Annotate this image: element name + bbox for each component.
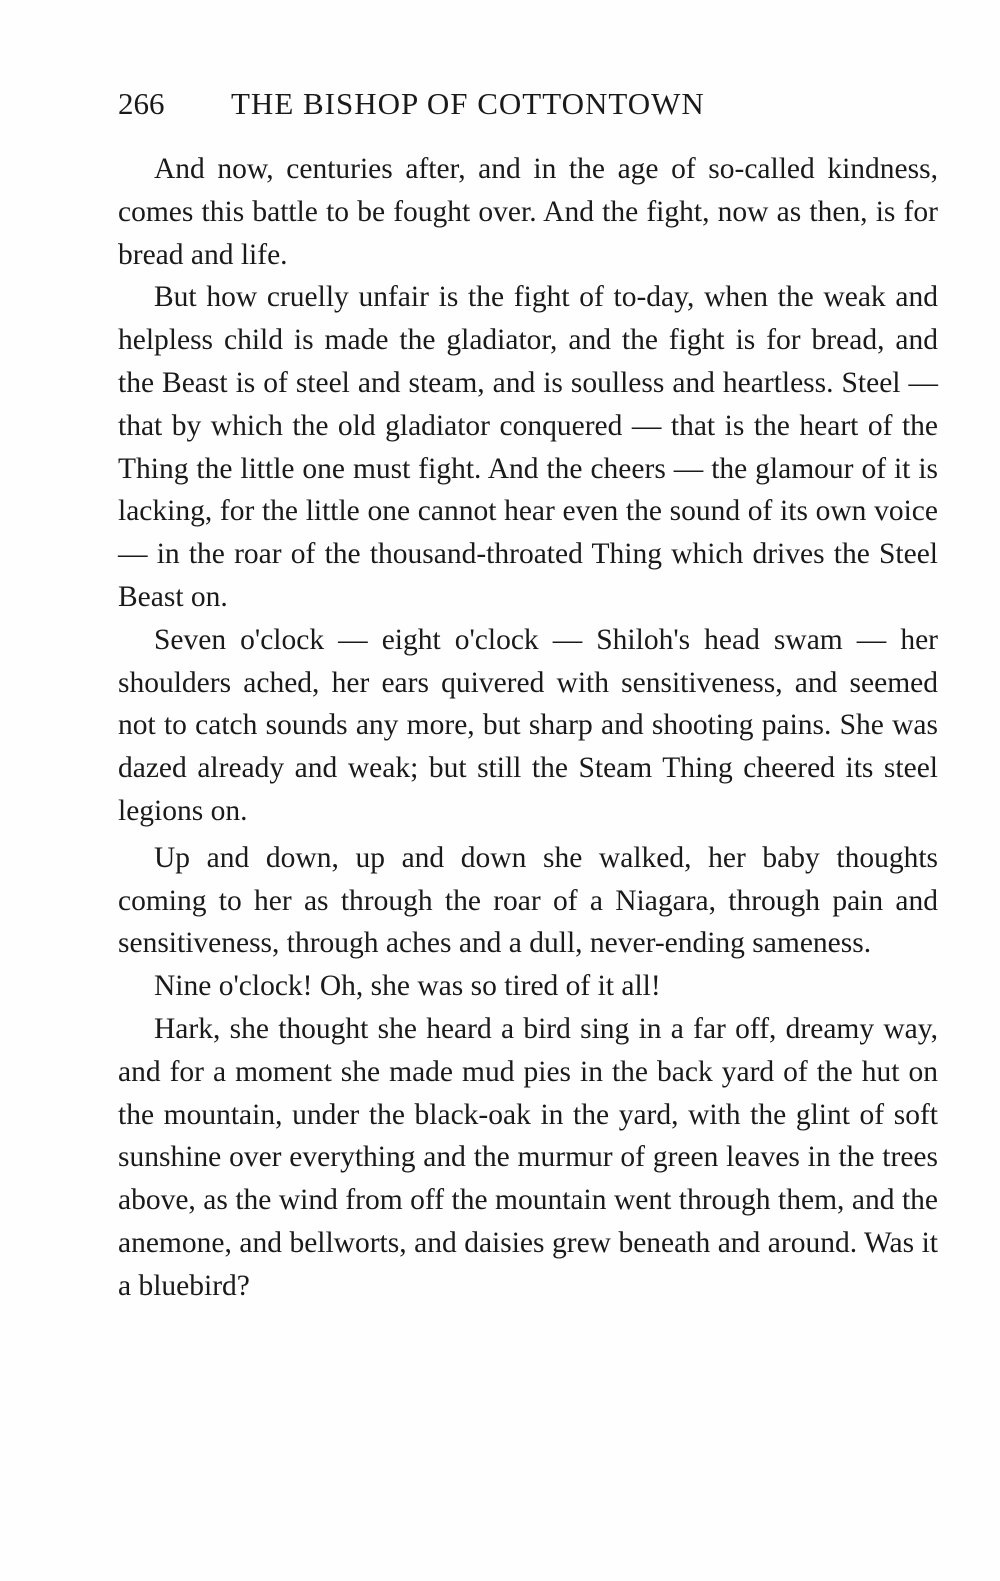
running-head bbox=[118, 84, 858, 124]
running-title: THE BISHOP OF COTTONTOWN bbox=[231, 86, 705, 121]
paragraph-3: Seven o'clock — eight o'clock — Shiloh's head swam — her shoulders ached, her ears quivered with sensitiveness, and seemed not to catch sounds any more, but sharp and shooting pains. She was dazed already and weak; but still the Steam Thing cheered its steel legions on. bbox=[118, 623, 938, 827]
paragraph-2: But how cruelly unfair is the fight of to-day, when the weak and helpless child is made the gladiator, and the fight is for bread, and the Beast is of steel and steam, and is soulless and heartless. Steel — that by which the old gladiator conquered — that is the heart of the Thing the little one must fight. And the cheers — the glamour of it is lacking, for the little one cannot hear even the sound of its own voice — in the roar of the thousand-throated Thing which drives the Steel Beast on. bbox=[118, 281, 938, 613]
page-number: 266 bbox=[118, 86, 165, 121]
paragraph-1: And now, centuries after, and in the age of so-called kindness, comes this battle to be fought over. And the fight, now as then, is for bread and life. bbox=[118, 153, 938, 271]
paragraph-6: Hark, she thought she heard a bird sing in a far off, dreamy way, and for a moment she made mud pies in the back yard of the hut on the mountain, under the black-oak in the yard, with the glint of soft sunshine over everything and the murmur of green leaves in the trees above, as the wind from off the mountain went through them, and the anemone, and bellworts, and daisies grew beneath and around. Was it a bluebird? bbox=[118, 1012, 938, 1302]
paragraph-4: Up and down, up and down she walked, her baby thoughts coming to her as through the roar of a Niagara, through pain and sensitiveness, through aches and a dull, never-ending sameness. bbox=[118, 841, 938, 960]
paragraph-5: Nine o'clock! Oh, she was so tired of it all! bbox=[154, 970, 661, 1003]
body-text bbox=[118, 148, 938, 1308]
